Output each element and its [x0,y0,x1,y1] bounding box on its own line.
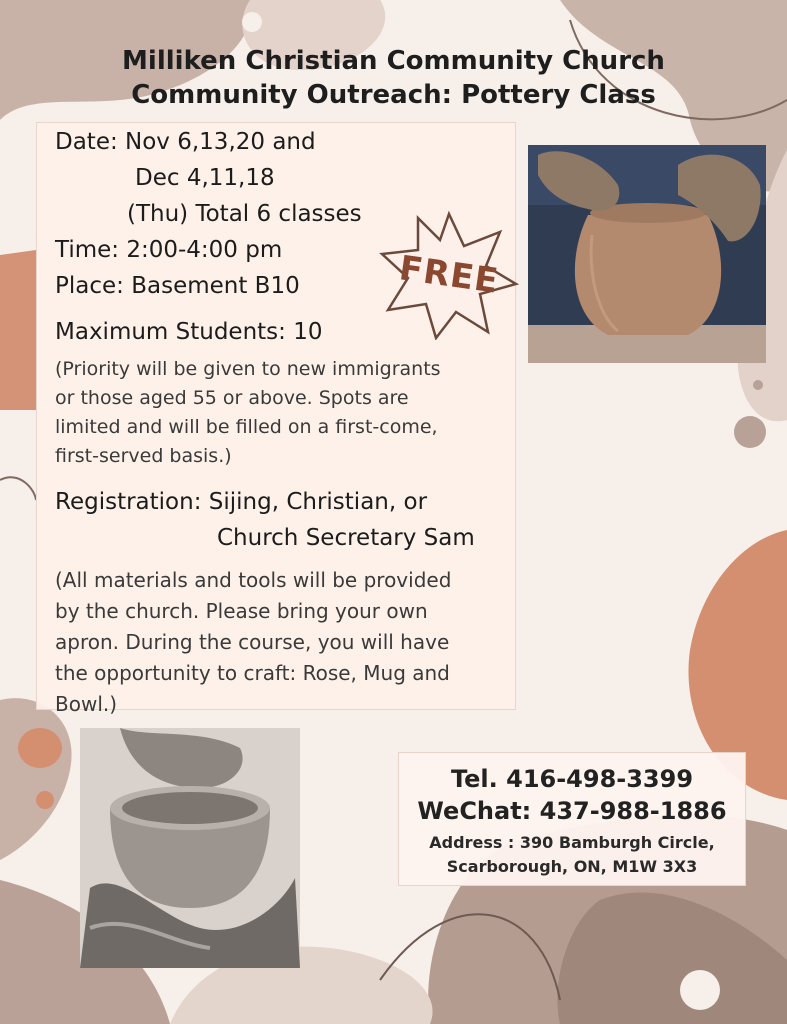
address-line-1: Address : 390 Bamburgh Circle, [429,833,715,852]
date-line-2: Dec 4,11,18 [135,165,275,191]
blob-left-bottom [0,698,72,860]
date-line-1: Date: Nov 6,13,20 and [55,129,316,155]
free-badge [378,210,520,340]
dot-gray-2 [753,380,763,390]
place-line: Place: Basement B10 [55,273,300,299]
dot-light-2 [680,970,720,1010]
priority-note-4: first-served basis.) [55,445,232,467]
address-line-2: Scarborough, ON, M1W 3X3 [446,857,698,876]
pottery-wheel-photo [528,145,766,363]
priority-note-3: limited and will be filled on a first-come, [55,416,438,438]
dot-accent-2 [36,791,54,809]
materials-note-2: by the church. Please bring your own [55,599,428,623]
date-line-3: (Thu) Total 6 classes [127,201,362,227]
dot-gray-1 [734,416,766,448]
title-line-event: Community Outreach: Pottery Class [131,80,656,110]
wechat-number: WeChat: 437-988-1886 [417,797,727,825]
contact-info-box [398,752,746,886]
phone-number: Tel. 416-498-3399 [450,765,694,793]
registration-line-1: Registration: Sijing, Christian, or [55,489,428,515]
materials-note-5: Bowl.) [55,692,118,716]
blob-left-accent [0,250,36,410]
materials-note-3: apron. During the course, you will have [55,630,450,654]
materials-note-1: (All materials and tools will be provided [55,568,452,592]
time-line: Time: 2:00-4:00 pm [55,237,283,263]
max-students-line: Maximum Students: 10 [55,319,323,345]
priority-note-1: (Priority will be given to new immigrants [55,358,441,380]
flyer-title [0,44,787,112]
dot-accent-1 [18,728,62,768]
dot-light-1 [242,12,262,32]
clay-bowl-photo [80,728,300,968]
priority-note-2: or those aged 55 or above. Spots are [55,387,409,409]
line-swirl-3 [0,477,36,500]
title-line-church: Milliken Christian Community Church [122,46,665,76]
free-label: FREE [396,248,502,302]
materials-note-4: the opportunity to craft: Rose, Mug and [55,661,450,685]
registration-line-2: Church Secretary Sam [217,525,475,551]
